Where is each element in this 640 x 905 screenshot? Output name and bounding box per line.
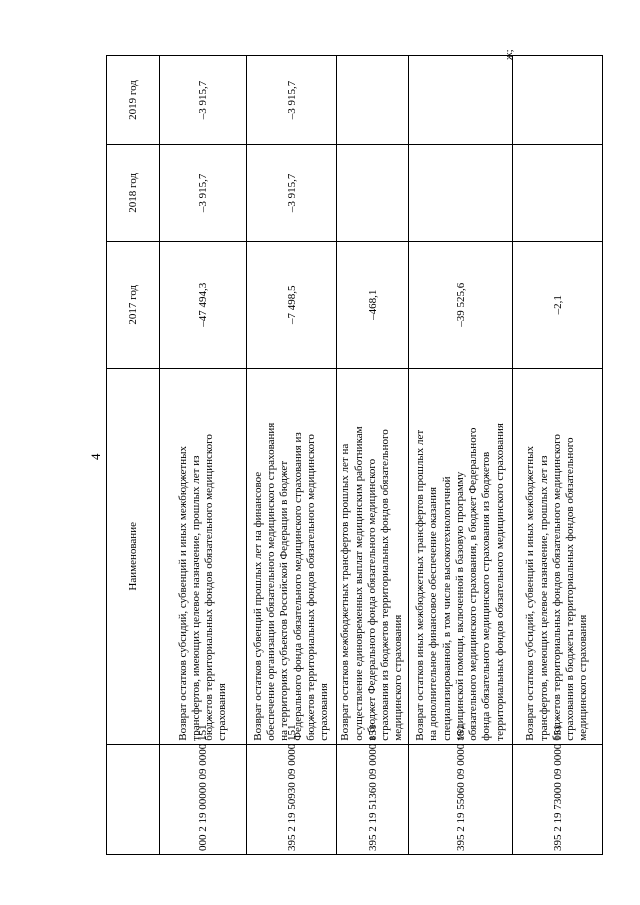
page-number: 4 [88, 453, 103, 460]
row-name-line: Возврат остатков субвенций прошлых лет на финансовое [251, 471, 264, 741]
row-name-line: Возврат остатков межбюджетных трансфертов прошлых лет на [339, 443, 352, 741]
header-name: Наименование [107, 368, 160, 744]
row-name-line: страхования [216, 683, 229, 741]
row-name-line: осуществление единовременных выплат медицинским работникам [352, 426, 365, 741]
row-name [513, 368, 603, 744]
row-name-line: бюджетов территориальных фондов обязательного медицинского [304, 434, 317, 741]
row-name-line: медицинского страхования [577, 614, 590, 741]
header-2019: 2019 год [107, 56, 160, 145]
row-2018 [409, 144, 513, 241]
row-code: 395 2 19 73000 09 0000 151 [513, 744, 603, 854]
row-2019 [409, 56, 513, 145]
row-name-line: Возврат остатков субсидий, субвенций и иных межбюджетных [524, 446, 537, 741]
row-name-line: в бюджет Федерального фонда обязательного медицинского [365, 458, 378, 741]
row-name-line: территориальных фондов обязательного медицинского страхования [493, 423, 506, 741]
row-name-line: страхования в бюджеты территориальных фондов обязательного [564, 437, 577, 741]
row-name-line: на территориях субъектов Российской Федерации в бюджет [278, 460, 291, 741]
row-name-line: Возврат остатков субсидий, субвенций и иных межбюджетных [176, 446, 189, 741]
row-2017: –47 494,3 [160, 241, 247, 368]
row-name [409, 368, 513, 744]
row-name [160, 368, 247, 744]
row-name [247, 368, 337, 744]
budget-table [106, 55, 603, 855]
row-name [337, 368, 409, 744]
row-name-line: на дополнительное финансовое обеспечение оказания [427, 486, 440, 741]
row-name-line: фонда обязательного медицинского страхования из бюджетов [480, 451, 493, 741]
table-row [513, 56, 603, 855]
row-2017: –2,1 [513, 241, 603, 368]
table-row [247, 56, 337, 855]
table-row [409, 56, 513, 855]
row-name-line: трансфертов, имеющих целевое назначение, прошлых лет из [189, 455, 202, 741]
table-row [337, 56, 409, 855]
row-name-line: специализированной, в том числе высокотехнологичной [440, 476, 453, 741]
row-name-line: страхования [317, 683, 330, 741]
header-2017: 2017 год [107, 241, 160, 368]
corner-mark: ж; [503, 49, 515, 60]
row-name-line: трансфертов, имеющих целевое назначение, прошлых лет из [537, 455, 550, 741]
header-2018: 2018 год [107, 144, 160, 241]
table-row [160, 56, 247, 855]
row-code: 000 2 19 00000 09 0000 151 [160, 744, 247, 854]
row-2017: –468,1 [337, 241, 409, 368]
row-2018 [337, 144, 409, 241]
row-2018: –3 915,7 [160, 144, 247, 241]
row-2018 [513, 144, 603, 241]
header-code [107, 744, 160, 854]
row-code: 395 2 19 50930 09 0000 151 [247, 744, 337, 854]
row-2019 [337, 56, 409, 145]
row-2018: –3 915,7 [247, 144, 337, 241]
row-code: 395 2 19 55060 09 0000 151 [409, 744, 513, 854]
row-name-line: бюджетов территориальных фондов обязательного медицинского [203, 434, 215, 741]
row-name-line: медицинского страхования [392, 614, 405, 741]
row-name-line: Федерального фонда обязательного медицинского страхования из [291, 432, 304, 741]
row-2017: –7 498,5 [247, 241, 337, 368]
row-name-line: обязательного медицинского страхования, в бюджет Федерального [467, 427, 480, 741]
header-row [107, 56, 160, 855]
row-name-line: Возврат остатков иных межбюджетных трансфертов прошлых лет [414, 429, 427, 741]
row-name-line: обеспечение организации обязательного медицинского страхования [265, 422, 278, 741]
row-2017: –39 525,6 [409, 241, 513, 368]
row-2019 [513, 56, 603, 145]
row-code: 395 2 19 51360 09 0000 151 [337, 744, 409, 854]
row-2019: –3 915,7 [160, 56, 247, 145]
row-name-line: страхования из бюджетов территориальных фондов обязательного [379, 429, 392, 741]
row-2019: –3 915,7 [247, 56, 337, 145]
row-name-line: медицинской помощи, включенной в базовую программу [453, 471, 466, 741]
row-name-line: бюджетов территориальных фондов обязательного медицинского [550, 434, 563, 741]
